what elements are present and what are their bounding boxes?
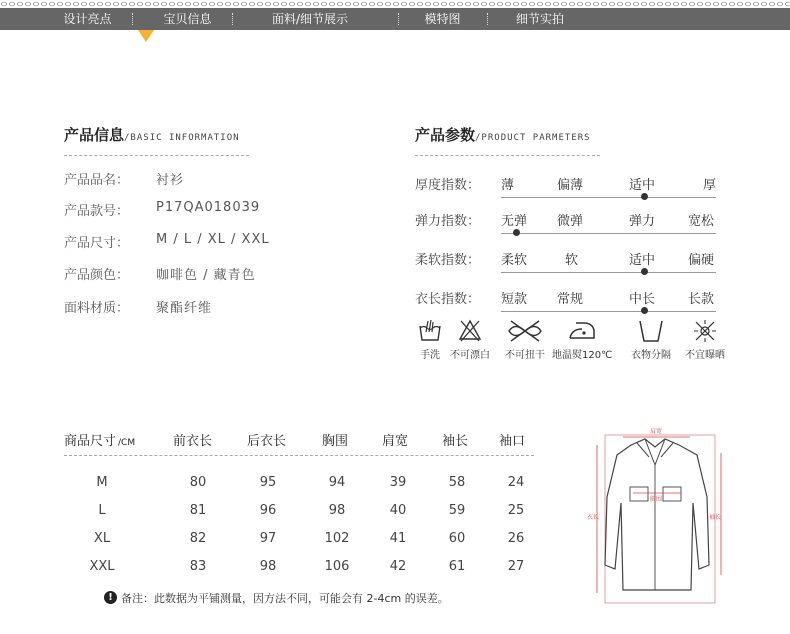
size-cell-value: 82 <box>189 531 207 546</box>
param-row-length <box>415 288 720 318</box>
param-label: 弹力指数： <box>415 214 481 229</box>
param-label: 衣长指数： <box>415 292 481 307</box>
size-cell-value: 80 <box>189 475 207 490</box>
param-option: 宽松 <box>688 214 715 229</box>
param-row-softness <box>415 249 720 279</box>
info-value: 聚酯纤维 <box>156 301 213 316</box>
param-selected-dot <box>641 193 648 200</box>
size-table-header-sleeve: 袖长 <box>442 434 469 449</box>
param-option: 厚 <box>703 178 717 193</box>
size-row-label: XXL <box>89 559 115 574</box>
sleeve-label: 袖长 <box>709 514 722 521</box>
size-cell-value: 97 <box>259 531 277 546</box>
care-separate-wash <box>621 318 681 361</box>
param-selected-dot <box>641 307 648 314</box>
care-low-iron <box>552 318 612 361</box>
param-label: 厚度指数： <box>415 178 481 193</box>
nav-tab-fabric-details[interactable]: 面料/细节展示 <box>271 12 349 26</box>
care-label: 地温熨120℃ <box>552 350 613 361</box>
info-label: 产品款号： <box>64 204 130 219</box>
size-row-label: M <box>96 475 108 490</box>
param-track <box>501 272 716 273</box>
param-option: 微弹 <box>557 214 584 229</box>
info-value: M / L / XL / XXL <box>156 232 270 247</box>
size-cell-value: 98 <box>259 559 277 574</box>
param-selected-dot <box>513 229 520 236</box>
shirt-measurement-diagram <box>575 425 735 609</box>
param-option: 长款 <box>688 292 715 307</box>
param-option: 偏硬 <box>688 253 715 268</box>
care-label: 不可漂白 <box>450 350 490 361</box>
size-cell-value: 102 <box>324 531 350 546</box>
size-cell-value: 59 <box>448 503 466 518</box>
param-option: 无弹 <box>501 214 528 229</box>
info-label: 产品品名： <box>64 173 130 188</box>
param-row-elasticity <box>415 210 720 240</box>
size-cell-value: 106 <box>324 559 350 574</box>
size-cell-value: 94 <box>328 475 346 490</box>
size-cell-value: 24 <box>507 475 525 490</box>
info-label: 产品尺寸： <box>64 236 130 251</box>
size-cell-value: 96 <box>259 503 277 518</box>
param-option: 柔软 <box>501 253 528 268</box>
warning-icon: ! <box>104 591 117 604</box>
basic-info-title-en: /BASIC INFORMATION <box>124 133 240 143</box>
size-cell-value: 42 <box>389 559 407 574</box>
top-navigation <box>0 0 790 30</box>
care-label: 不宜曝晒 <box>685 350 725 361</box>
param-option: 薄 <box>501 178 515 193</box>
param-option: 中长 <box>629 292 656 307</box>
info-value: P17QA018039 <box>156 200 261 215</box>
nav-separator <box>132 13 133 25</box>
nav-tab-design-highlights[interactable]: 设计亮点 <box>63 12 112 26</box>
param-track <box>501 233 716 234</box>
care-no-bleach <box>440 318 500 361</box>
care-label: 不可扭干 <box>505 350 545 361</box>
size-header-label: 商品尺寸 <box>64 434 117 449</box>
separate-wash-icon <box>636 318 666 344</box>
size-cell-value: 41 <box>389 531 407 546</box>
care-label: 手洗 <box>420 350 440 361</box>
param-track <box>501 197 716 198</box>
param-option: 适中 <box>629 253 656 268</box>
size-note: 备注：此数据为平铺测量，因方法不同，可能会有 2-4cm 的误差。 <box>121 592 449 605</box>
param-option: 适中 <box>629 178 656 193</box>
size-cell-value: 25 <box>507 503 525 518</box>
divider <box>415 155 600 156</box>
size-table-header-chest: 胸围 <box>322 434 349 449</box>
param-option: 常规 <box>557 292 584 307</box>
size-header-unit: /CM <box>118 438 136 448</box>
size-table-header-front-length: 前衣长 <box>173 434 213 449</box>
shirt-diagram-svg <box>575 425 735 605</box>
size-cell-value: 81 <box>189 503 207 518</box>
divider <box>64 155 249 156</box>
shoulder-label: 肩宽 <box>649 428 663 435</box>
product-params-title <box>415 124 591 145</box>
product-params-title-cn: 产品参数 <box>415 126 476 144</box>
param-row-thickness <box>415 174 720 204</box>
size-table-header-back-length: 后衣长 <box>247 434 287 449</box>
no-bleach-icon <box>458 318 482 344</box>
info-label: 面料材质： <box>64 301 130 316</box>
param-label: 柔软指数： <box>415 253 481 268</box>
low-iron-icon <box>566 318 598 344</box>
length-label: 衣长 <box>587 514 600 521</box>
info-value: 衬衫 <box>156 173 185 188</box>
basic-info-title <box>64 124 240 145</box>
product-params-title-en: /PRODUCT PARMETERS <box>475 133 591 143</box>
size-table-header-size <box>64 430 135 449</box>
param-option: 软 <box>565 253 579 268</box>
size-cell-value: 58 <box>448 475 466 490</box>
param-option: 短款 <box>501 292 528 307</box>
no-sun-icon <box>692 318 718 344</box>
nav-tab-product-info[interactable]: 宝贝信息 <box>163 12 212 26</box>
size-row-label: L <box>98 503 106 518</box>
nav-tab-detail-photos[interactable]: 细节实拍 <box>515 12 564 26</box>
size-table-divider <box>64 455 534 456</box>
nav-bar <box>0 8 790 30</box>
size-cell-value: 60 <box>448 531 466 546</box>
basic-info-title-cn: 产品信息 <box>64 126 125 144</box>
active-tab-indicator <box>138 30 154 42</box>
param-track <box>501 311 716 312</box>
size-table-header-shoulder: 肩宽 <box>382 434 409 449</box>
chain-border <box>0 0 790 8</box>
care-no-sun <box>675 318 735 361</box>
nav-separator <box>398 13 399 25</box>
size-cell-value: 40 <box>389 503 407 518</box>
param-option: 弹力 <box>629 214 656 229</box>
info-value: 咖啡色 / 藏青色 <box>156 268 256 283</box>
size-cell-value: 27 <box>507 559 525 574</box>
size-row-label: XL <box>93 531 111 546</box>
chest-label: 胸围 <box>649 496 663 503</box>
shirt-outline <box>605 439 709 590</box>
size-cell-value: 61 <box>448 559 466 574</box>
param-selected-dot <box>641 268 648 275</box>
size-cell-value: 26 <box>507 531 525 546</box>
hand-wash-icon <box>418 318 442 344</box>
care-no-wring <box>495 318 555 361</box>
nav-tab-model-photos[interactable]: 模特图 <box>424 12 461 26</box>
size-cell-value: 83 <box>189 559 207 574</box>
nav-separator <box>487 13 488 25</box>
info-label: 产品颜色： <box>64 268 130 283</box>
size-cell-value: 95 <box>259 475 277 490</box>
size-cell-value: 98 <box>328 503 346 518</box>
care-label: 衣物分隔 <box>631 350 671 361</box>
param-option: 偏薄 <box>557 178 584 193</box>
size-table-header-cuff: 袖口 <box>499 434 526 449</box>
nav-separator <box>232 13 233 25</box>
no-wring-icon <box>505 318 545 344</box>
size-cell-value: 39 <box>389 475 407 490</box>
